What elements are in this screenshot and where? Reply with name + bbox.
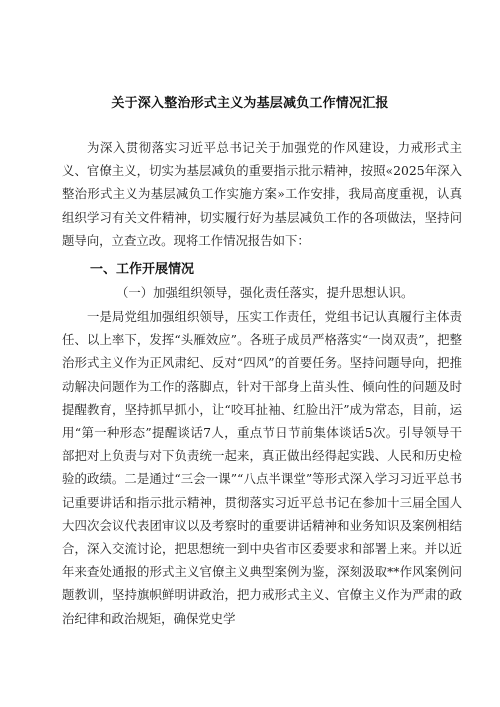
section-heading: 一、工作开展情况	[90, 262, 195, 277]
body-paragraph: 一是局党组加强组织领导，压实工作责任，党组书记认真履行主体责任、以上率下，发挥“头雁效应”。各班子成员严格落实“一岗双责”，把整治形式主义作为正风肃纪、反对“四风”的首要任务。坚持问题导向，把推动解决问题作为工作的落脚点，针对干部身上苗头性、倾向性的问题及时提醒教育，坚持抓早抓小，让“咬耳扯袖、红脸出汗”成为常态，目前，运用“第一种形态”提醒谈话7人，重点节日节前集体谈话5次。引导领导干部把对上负责与对下负责统一起来，真正做出经得起实践、人民和历史检验的政绩。二是通过“三会一课”“八点半课堂”等形式深入学习习近平总书记重要讲话和指示批示精神，贯彻落实习近平总书记在参加十三届全国人大四次会议代表团审议以及考察时的重要讲话精神和业务知识及案例相结合，深入交流讨论，把思想统一到中央省市区委要求和部署上来。并以近年来查处通报的形式主义官僚主义典型案例为鉴，深刻汲取**作风案例问题教训，坚持旗帜鲜明讲政治，把力戒形式主义、官僚主义作为严肃的政治纪律和政治规矩，确保党史学	[62, 309, 462, 626]
document-title: 关于深入整治形式主义为基层减负工作情况汇报	[111, 96, 389, 111]
section-subheading: （一）加强组织领导，强化责任落实，提升思想认识。	[116, 285, 414, 300]
intro-paragraph: 为深入贯彻落实习近平总书记关于加强党的作风建设，力戒形式主义、官僚主义，切实为基层减负的重要指示批示精神，按照«2025年深入整治形式主义为基层减负工作实施方案»工作安排，我局高度重视，认真组织学习有关文件精神，切实履行好为基层减负工作的各项做法，坚持问题导向，立查立改。现将工作情况报告如下：	[62, 140, 462, 248]
